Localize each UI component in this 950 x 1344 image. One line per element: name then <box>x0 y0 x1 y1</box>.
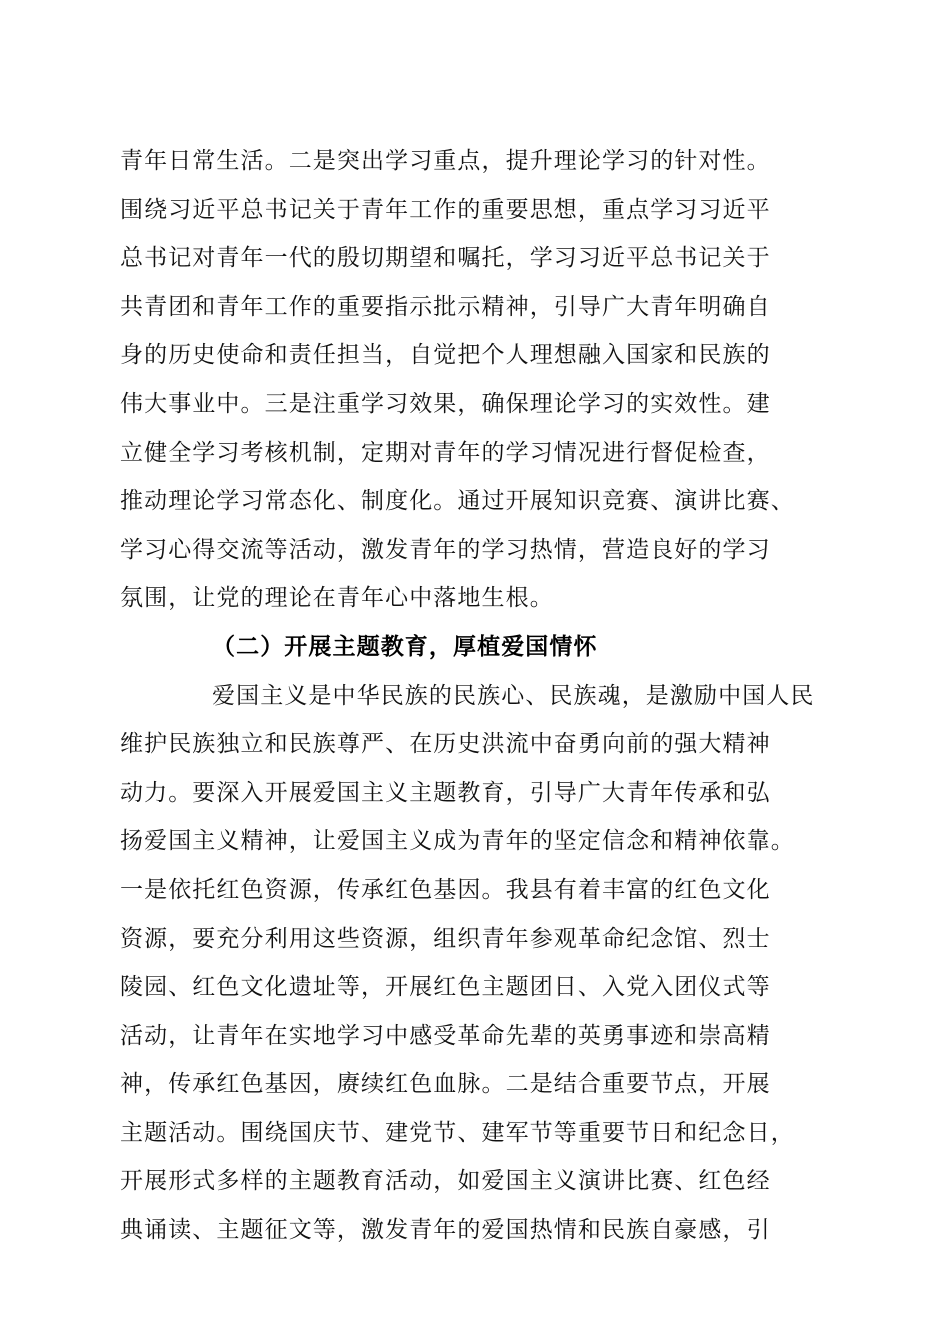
text-line: 学习心得交流等活动，激发青年的学习热情，营造良好的学习 <box>120 536 771 563</box>
text-line: 开展形式多样的主题教育活动，如爱国主义演讲比赛、红色经 <box>120 1168 771 1195</box>
text-line: 爱国主义是中华民族的民族心、民族魂，是激励中国人民 <box>212 682 815 709</box>
text-line: 青年日常生活。二是突出学习重点，提升理论学习的针对性。 <box>120 148 771 174</box>
text-line: 身的历史使命和责任担当，自觉把个人理想融入国家和民族的 <box>120 342 771 369</box>
text-line: 主题活动。围绕国庆节、建党节、建军节等重要节日和纪念日， <box>120 1119 795 1146</box>
text-line: 一是依托红色资源，传承红色基因。我县有着丰富的红色文化 <box>120 876 771 903</box>
text-line: 动力。要深入开展爱国主义主题教育，引导广大青年传承和弘 <box>120 779 771 806</box>
document-body <box>120 137 840 1255</box>
text-line: 推动理论学习常态化、制度化。通过开展知识竞赛、演讲比赛、 <box>120 488 795 515</box>
text-line: 总书记对青年一代的殷切期望和嘱托，学习习近平总书记关于 <box>120 245 771 272</box>
text-line: 扬爱国主义精神，让爱国主义成为青年的坚定信念和精神依靠。 <box>120 828 795 855</box>
text-line: 维护民族独立和民族尊严、在历史洪流中奋勇向前的强大精神 <box>120 731 771 758</box>
text-line: 共青团和青年工作的重要指示批示精神，引导广大青年明确自 <box>120 293 771 320</box>
section-heading: （二）开展主题教育，厚植爱国情怀 <box>212 632 598 660</box>
text-line: 活动，让青年在实地学习中感受革命先辈的英勇事迹和崇高精 <box>120 1022 771 1049</box>
text-line: 氛围，让党的理论在青年心中落地生根。 <box>120 585 554 612</box>
text-line: 神，传承红色基因，赓续红色血脉。二是结合重要节点，开展 <box>120 1071 771 1098</box>
text-line: 陵园、红色文化遗址等，开展红色主题团日、入党入团仪式等 <box>120 974 771 1001</box>
text-line: 典诵读、主题征文等，激发青年的爱国热情和民族自豪感，引 <box>120 1217 771 1244</box>
text-line: 围绕习近平总书记关于青年工作的重要思想，重点学习习近平 <box>120 196 771 223</box>
text-line: 立健全学习考核机制，定期对青年的学习情况进行督促检查， <box>120 439 771 466</box>
text-line: 资源，要充分利用这些资源，组织青年参观革命纪念馆、烈士 <box>120 925 771 952</box>
text-line: 伟大事业中。三是注重学习效果，确保理论学习的实效性。建 <box>120 390 771 417</box>
